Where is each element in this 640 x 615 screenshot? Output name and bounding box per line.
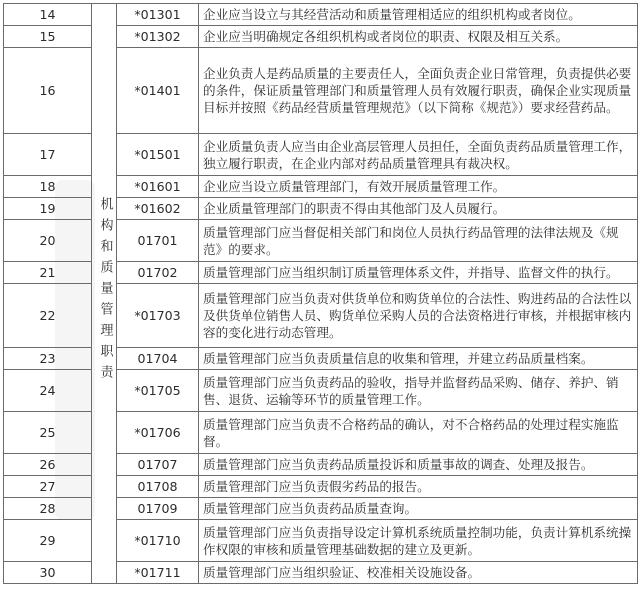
requirement-text-cell: 企业应当设立质量管理部门，有效开展质量管理工作。 bbox=[199, 176, 638, 198]
clause-code-cell: *01601 bbox=[117, 176, 199, 198]
row-number-cell: 22 bbox=[4, 284, 92, 348]
requirement-text-cell: 企业质量负责人应当由企业高层管理人员担任，全面负责药品质量管理工作，独立履行职责，在企业内部对药品质量管理具有裁决权。 bbox=[199, 134, 638, 176]
row-number-cell: 26 bbox=[4, 454, 92, 476]
requirement-text-cell: 质量管理部门应当负责药品质量投诉和质量事故的调查、处理及报告。 bbox=[199, 454, 638, 476]
table-body bbox=[4, 4, 638, 584]
clause-code-cell: *01703 bbox=[117, 284, 199, 348]
clause-code-cell: 01708 bbox=[117, 476, 199, 498]
requirement-text-cell: 质量管理部门应当负责质量信息的收集和管理，并建立药品质量档案。 bbox=[199, 348, 638, 370]
clause-code-cell: 01701 bbox=[117, 220, 199, 262]
row-number-cell: 20 bbox=[4, 220, 92, 262]
row-number-cell: 30 bbox=[4, 562, 92, 584]
requirement-text-cell: 质量管理部门应当组织制订质量管理体系文件，并指导、监督文件的执行。 bbox=[199, 262, 638, 284]
row-number-cell: 19 bbox=[4, 198, 92, 220]
requirement-text-cell: 质量管理部门应当负责药品质量查询。 bbox=[199, 498, 638, 520]
clause-code-cell: *01301 bbox=[117, 4, 199, 26]
clause-code-cell: *01602 bbox=[117, 198, 199, 220]
clause-code-cell: *01711 bbox=[117, 562, 199, 584]
clause-code-cell: *01302 bbox=[117, 26, 199, 48]
row-number-cell: 29 bbox=[4, 520, 92, 562]
row-number-cell: 15 bbox=[4, 26, 92, 48]
requirement-text-cell: 质量管理部门应当组织验证、校准相关设施设备。 bbox=[199, 562, 638, 584]
requirement-text-cell: 质量管理部门应当负责假劣药品的报告。 bbox=[199, 476, 638, 498]
row-number-cell: 14 bbox=[4, 4, 92, 26]
requirement-text-cell: 质量管理部门应当负责指导设定计算机系统质量控制功能，负责计算机系统操作权限的审核和质量管理基础数据的建立及更新。 bbox=[199, 520, 638, 562]
requirement-text-cell: 质量管理部门应当负责不合格药品的确认，对不合格药品的处理过程实施监督。 bbox=[199, 412, 638, 454]
clause-code-cell: *01501 bbox=[117, 134, 199, 176]
gsp-requirements-table bbox=[3, 3, 638, 584]
row-number-cell: 23 bbox=[4, 348, 92, 370]
requirement-text-cell: 企业应当明确规定各组织机构或者岗位的职责、权限及相互关系。 bbox=[199, 26, 638, 48]
clause-code-cell: *01710 bbox=[117, 520, 199, 562]
requirement-text-cell: 质量管理部门应当督促相关部门和岗位人员执行药品管理的法律法规及《规范》的要求。 bbox=[199, 220, 638, 262]
category-label: 机构和质量管理职责 bbox=[97, 197, 113, 386]
clause-code-cell: *01705 bbox=[117, 370, 199, 412]
clause-code-cell: *01401 bbox=[117, 48, 199, 134]
row-number-cell: 27 bbox=[4, 476, 92, 498]
table-row bbox=[4, 4, 638, 26]
requirement-text-cell: 质量管理部门应当负责药品的验收，指导并监督药品采购、储存、养护、销售、退货、运输等环节的质量管理工作。 bbox=[199, 370, 638, 412]
row-number-cell: 25 bbox=[4, 412, 92, 454]
requirement-text-cell: 企业应当设立与其经营活动和质量管理相适应的组织机构或者岗位。 bbox=[199, 4, 638, 26]
row-number-cell: 16 bbox=[4, 48, 92, 134]
clause-code-cell: *01706 bbox=[117, 412, 199, 454]
row-number-cell: 18 bbox=[4, 176, 92, 198]
category-cell bbox=[92, 4, 117, 584]
row-number-cell: 28 bbox=[4, 498, 92, 520]
row-number-cell: 17 bbox=[4, 134, 92, 176]
clause-code-cell: 01702 bbox=[117, 262, 199, 284]
clause-code-cell: 01704 bbox=[117, 348, 199, 370]
clause-code-cell: 01709 bbox=[117, 498, 199, 520]
requirement-text-cell: 企业质量管理部门的职责不得由其他部门及人员履行。 bbox=[199, 198, 638, 220]
requirement-text-cell: 企业负责人是药品质量的主要责任人，全面负责企业日常管理，负责提供必要的条件，保证质量管理部门和质量管理人员有效履行职责，确保企业实现质量目标并按照《药品经营质量管理规范》（以下简称《规范》）要求经营药品。 bbox=[199, 48, 638, 134]
row-number-cell: 21 bbox=[4, 262, 92, 284]
clause-code-cell: 01707 bbox=[117, 454, 199, 476]
row-number-cell: 24 bbox=[4, 370, 92, 412]
requirement-text-cell: 质量管理部门应当负责对供货单位和购货单位的合法性、购进药品的合法性以及供货单位销售人员、购货单位采购人员的合法资格进行审核，并根据审核内容的变化进行动态管理。 bbox=[199, 284, 638, 348]
